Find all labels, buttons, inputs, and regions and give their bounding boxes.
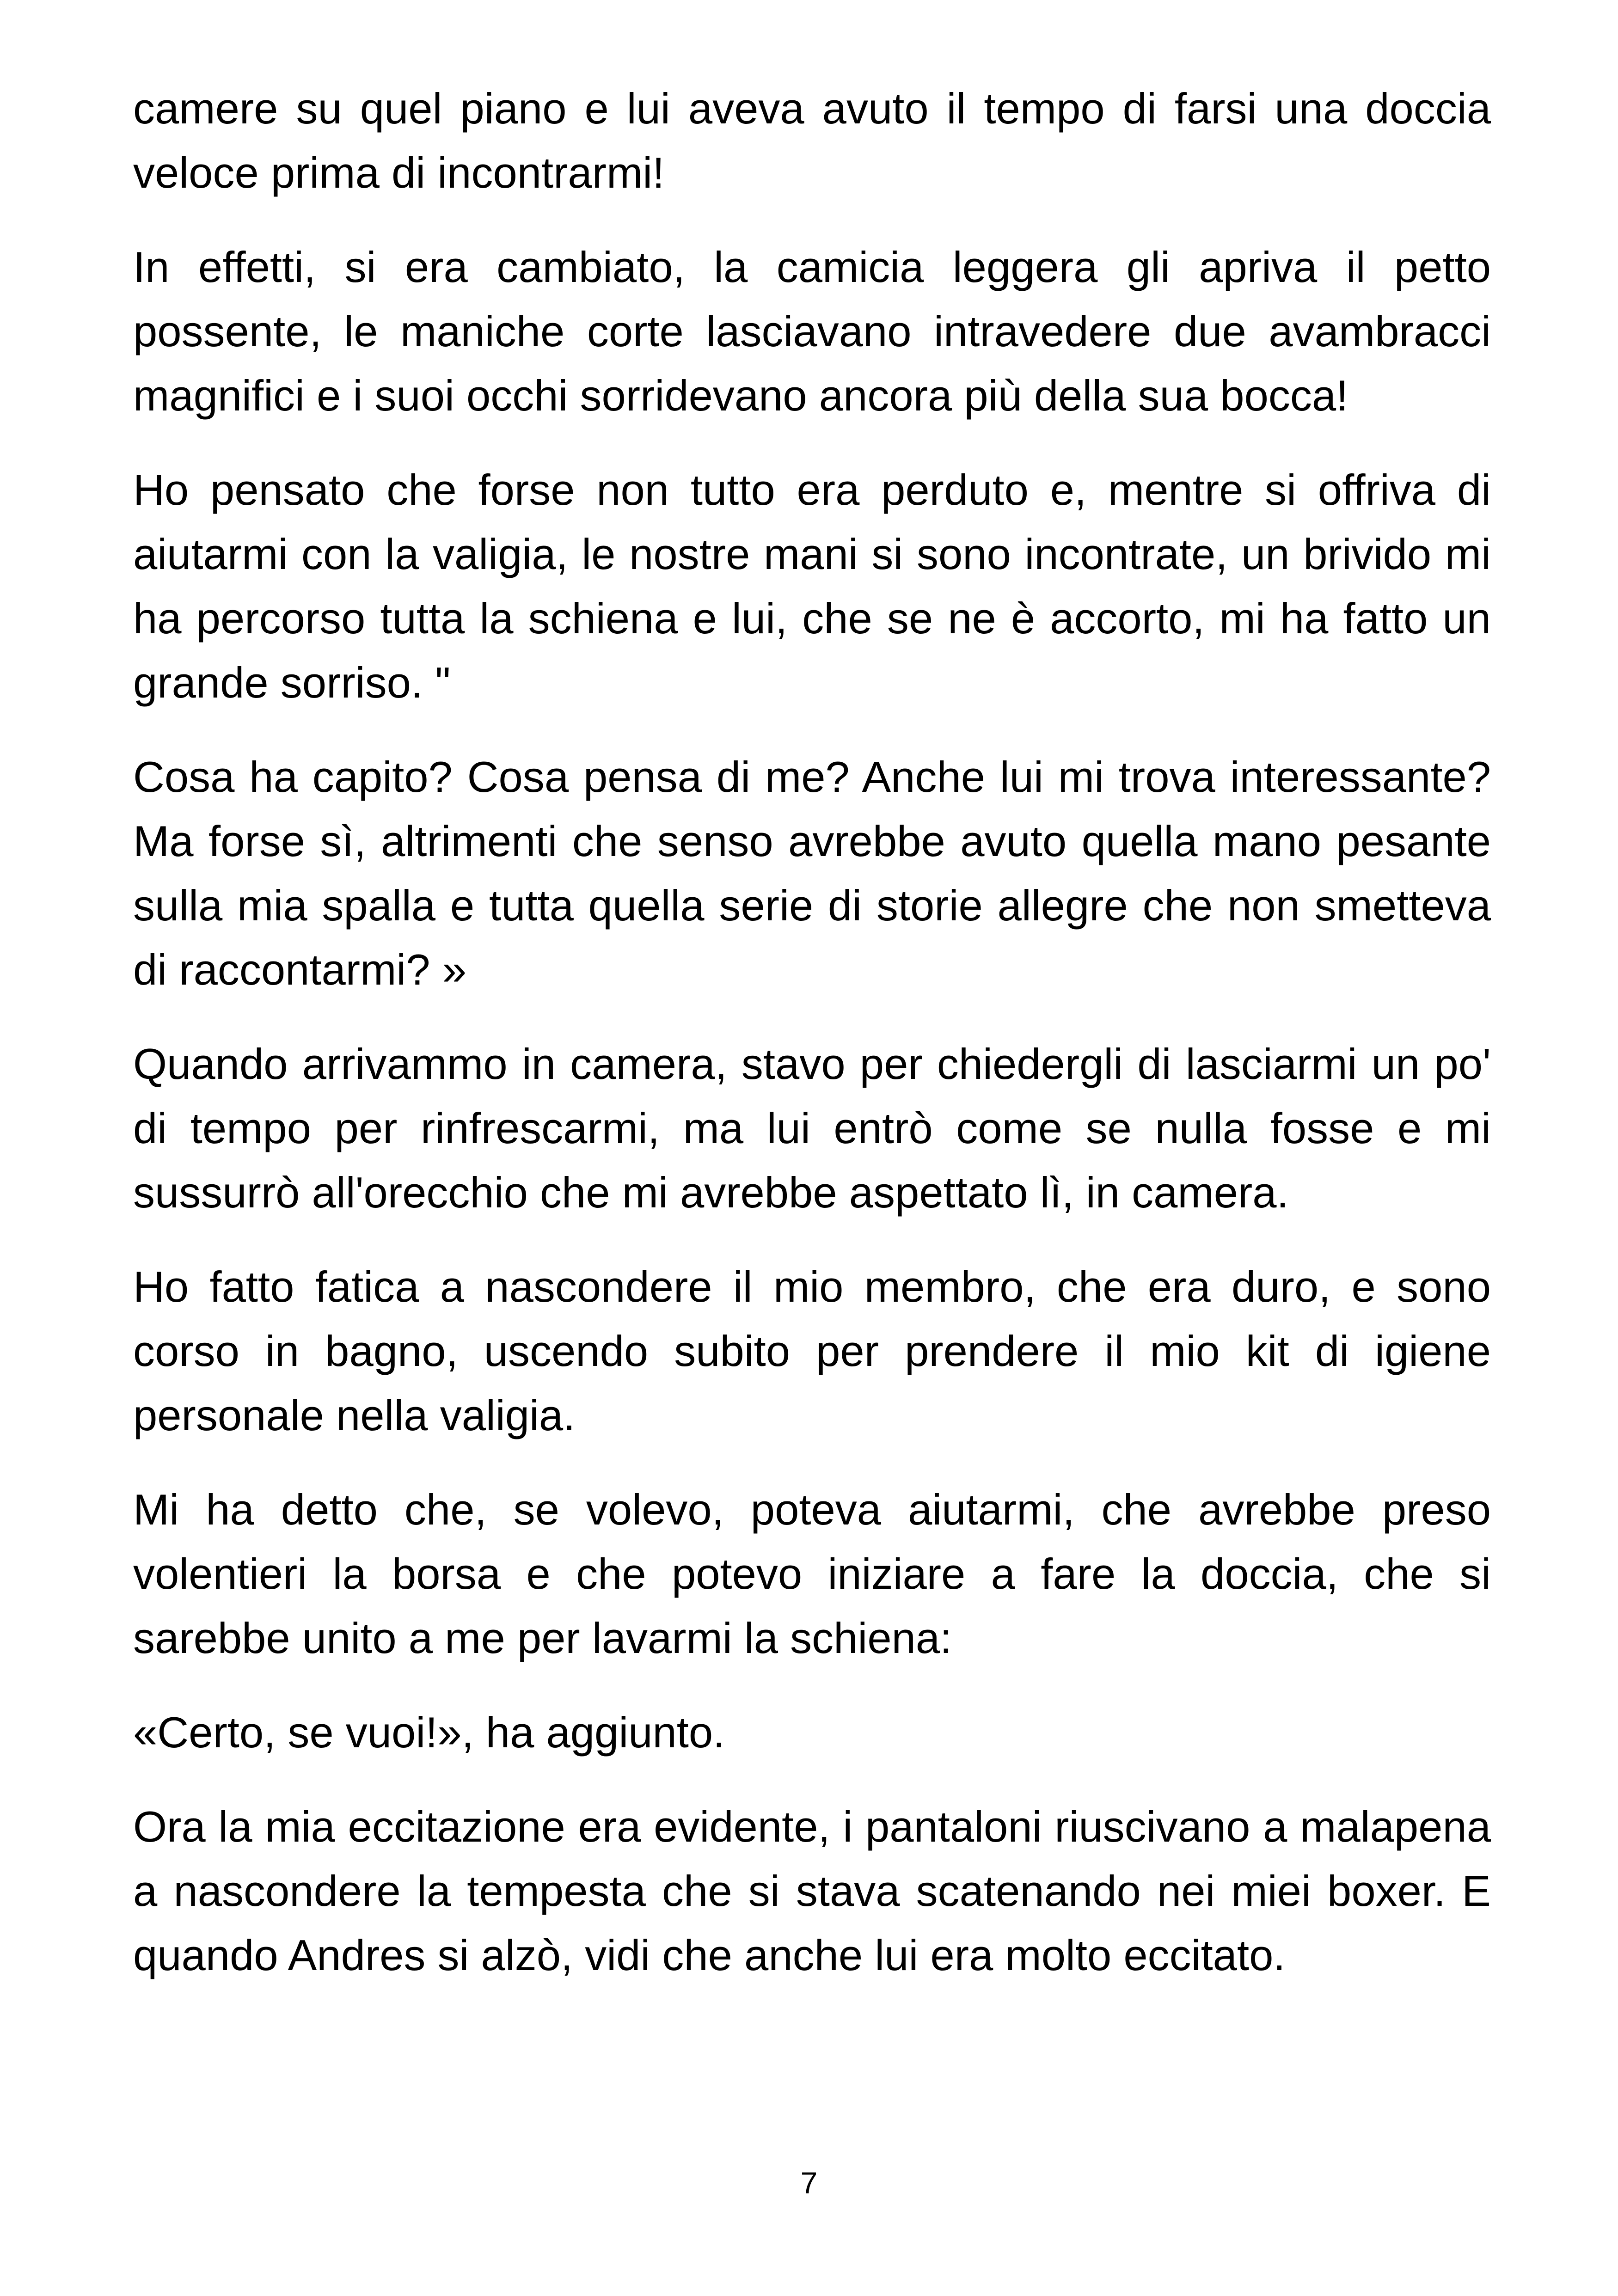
paragraph-8: «Certo, se vuoi!», ha aggiunto. — [133, 1708, 725, 1757]
paragraph-7: Mi ha detto che, se volevo, poteva aiutarmi, che avrebbe preso volentieri la borsa e che potevo iniziare a fare la doccia, che si sarebbe unito a me per lavarmi la schiena: — [133, 1485, 1491, 1662]
paragraph-4: Cosa ha capito? Cosa pensa di me? Anche lui mi trova interessante? Ma forse sì, altrimenti che senso avrebbe avuto quella mano pesante sulla mia spalla e tutta quella serie di storie allegre che non smetteva di raccontarmi? » — [133, 753, 1491, 994]
paragraph-1: camere su quel piano e lui aveva avuto il tempo di farsi una doccia veloce prima di incontrarmi! — [133, 84, 1491, 197]
paragraph-3: Ho pensato che forse non tutto era perduto e, mentre si offriva di aiutarmi con la valigia, le nostre mani si sono incontrate, un brivido mi ha percorso tutta la schiena e lui, che se ne è accorto, mi ha fatto un grande sorriso. " — [133, 465, 1491, 707]
page-number: 7 — [800, 2166, 818, 2200]
page-body — [133, 76, 1491, 2017]
paragraph-5: Quando arrivammo in camera, stavo per chiedergli di lasciarmi un po' di tempo per rinfrescarmi, ma lui entrò come se nulla fosse e mi sussurrò all'orecchio che mi avrebbe aspettato lì, in camera. — [133, 1040, 1491, 1217]
paragraph-6: Ho fatto fatica a nascondere il mio membro, che era duro, e sono corso in bagno, uscendo subito per prendere il mio kit di igiene personale nella valigia. — [133, 1262, 1491, 1439]
paragraph-9: Ora la mia eccitazione era evidente, i pantaloni riuscivano a malapena a nascondere la tempesta che si stava scatenando nei miei boxer. E quando Andres si alzò, vidi che anche lui era molto eccitato. — [133, 1802, 1491, 1979]
paragraph-2: In effetti, si era cambiato, la camicia leggera gli apriva il petto possente, le maniche corte lasciavano intravedere due avambracci magnifici e i suoi occhi sorridevano ancora più della sua bocca! — [133, 243, 1491, 420]
